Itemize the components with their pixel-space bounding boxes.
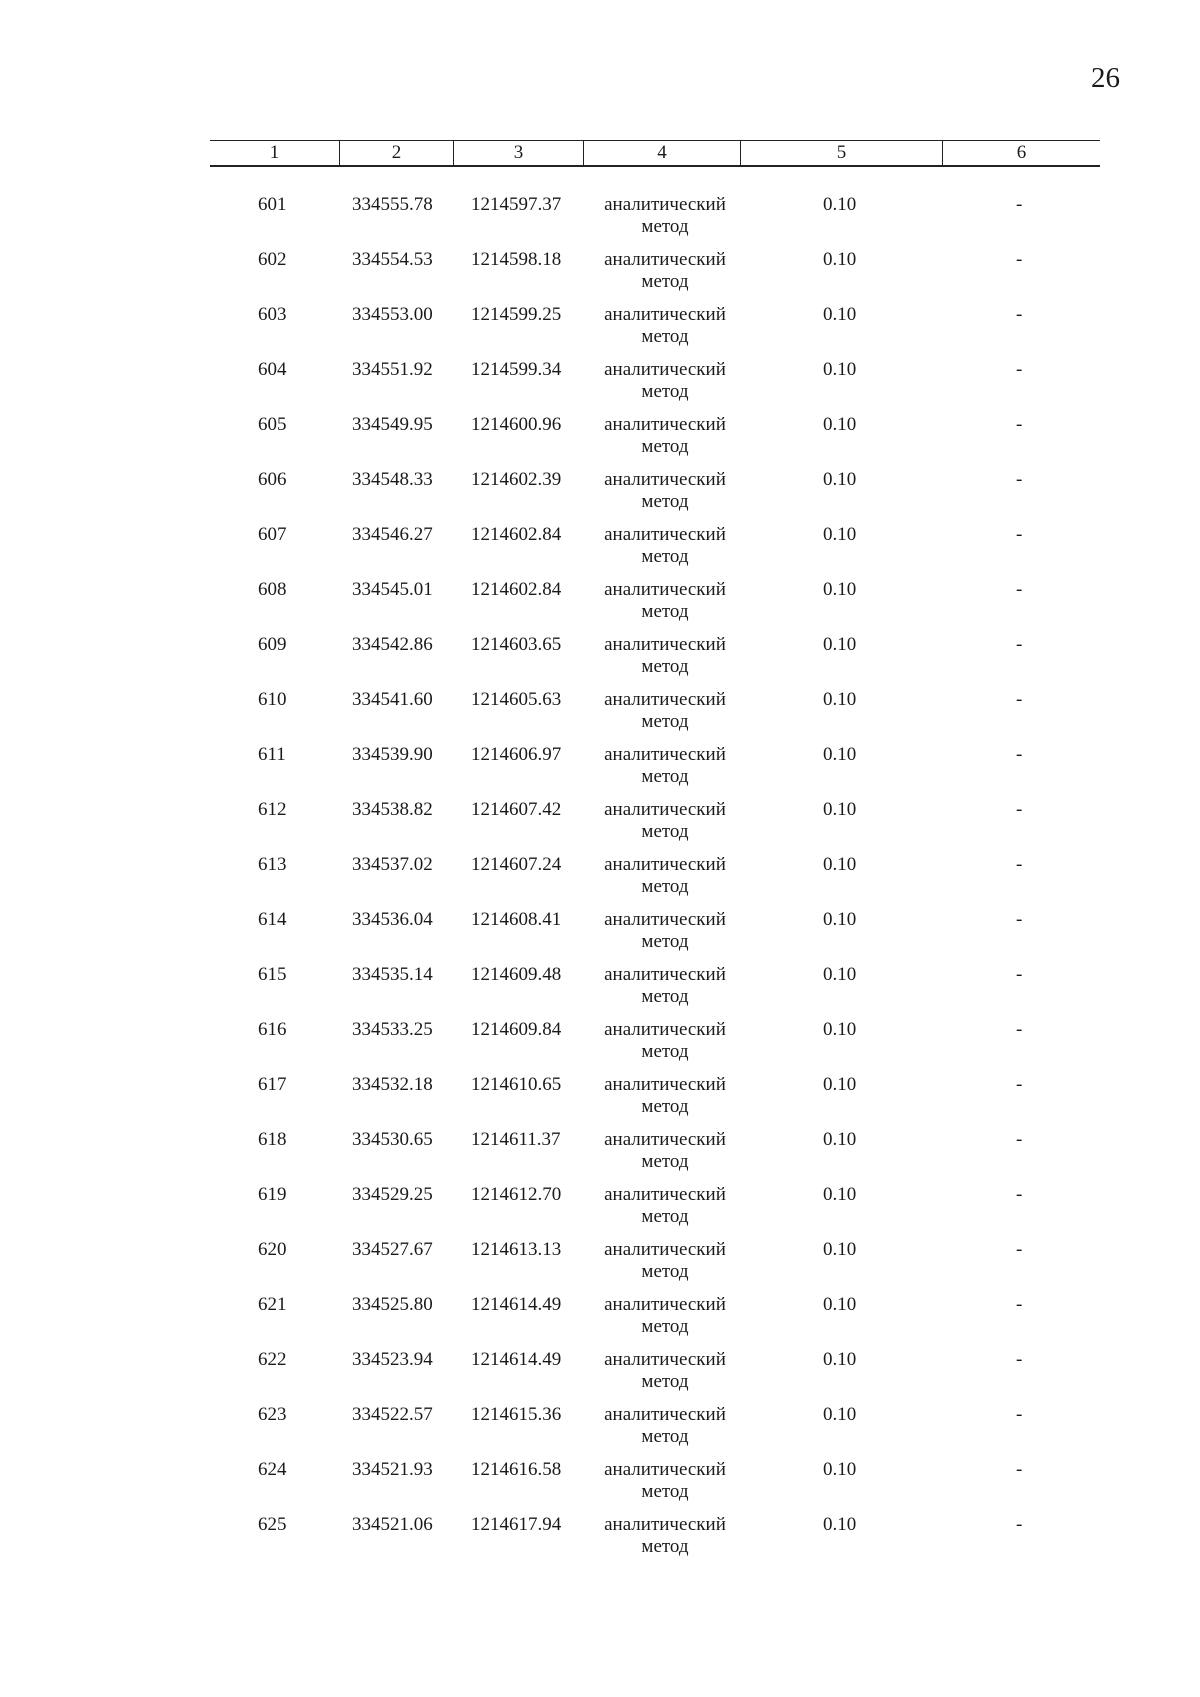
method-line-1: аналитический [604,524,726,545]
point-number: 621 [258,1294,287,1315]
method-cell [590,579,740,623]
method-cell [590,1459,740,1503]
table-row [210,854,1100,909]
header-col-2: 2 [340,141,454,165]
method-line-2: метод [641,876,689,897]
method-cell [590,1239,740,1283]
note-value: - [1016,1294,1023,1315]
table-row [210,744,1100,799]
point-number: 606 [258,469,287,490]
header-col-5: 5 [741,141,943,165]
note-value: - [1016,1184,1023,1205]
point-number: 625 [258,1514,287,1535]
table-row [210,1129,1100,1184]
method-line-1: аналитический [604,249,726,270]
method-cell [590,1349,740,1393]
note-value: - [1016,359,1023,380]
method-line-2: метод [641,1151,689,1172]
method-line-2: метод [641,491,689,512]
header-col-1: 1 [210,141,340,165]
coordinate-x: 334529.25 [352,1184,433,1205]
coordinate-x: 334522.57 [352,1404,433,1425]
coordinate-y: 1214612.70 [471,1184,562,1205]
table-row [210,414,1100,469]
coordinate-y: 1214606.97 [471,744,562,765]
accuracy-value: 0.10 [823,854,857,875]
accuracy-value: 0.10 [823,524,857,545]
table-row [210,1459,1100,1514]
table-row [210,799,1100,854]
coordinate-x: 334527.67 [352,1239,433,1260]
method-line-2: метод [641,436,689,457]
note-value: - [1016,579,1023,600]
note-value: - [1016,1074,1023,1095]
accuracy-value: 0.10 [823,1349,857,1370]
coordinate-y: 1214614.49 [471,1349,562,1370]
note-value: - [1016,854,1023,875]
accuracy-value: 0.10 [823,1239,857,1260]
method-line-1: аналитический [604,194,726,215]
method-line-2: метод [641,1041,689,1062]
accuracy-value: 0.10 [823,359,857,380]
method-line-1: аналитический [604,1459,726,1480]
point-number: 618 [258,1129,287,1150]
coordinate-x: 334536.04 [352,909,433,930]
coordinate-x: 334539.90 [352,744,433,765]
coordinate-y: 1214602.39 [471,469,562,490]
table-row [210,1019,1100,1074]
note-value: - [1016,1019,1023,1040]
method-cell [590,799,740,843]
method-line-1: аналитический [604,744,726,765]
method-cell [590,744,740,788]
method-line-2: метод [641,1481,689,1502]
point-number: 623 [258,1404,287,1425]
coordinate-y: 1214599.34 [471,359,562,380]
coordinate-y: 1214599.25 [471,304,562,325]
coordinate-y: 1214602.84 [471,579,562,600]
coordinate-y: 1214607.42 [471,799,562,820]
point-number: 601 [258,194,287,215]
method-line-1: аналитический [604,1239,726,1260]
method-line-2: метод [641,821,689,842]
method-line-2: метод [641,546,689,567]
method-cell [590,1184,740,1228]
note-value: - [1016,1129,1023,1150]
accuracy-value: 0.10 [823,1294,857,1315]
table-row [210,634,1100,689]
point-number: 614 [258,909,287,930]
note-value: - [1016,1239,1023,1260]
coordinate-y: 1214615.36 [471,1404,562,1425]
note-value: - [1016,249,1023,270]
coordinate-x: 334548.33 [352,469,433,490]
table-row [210,194,1100,249]
note-value: - [1016,1349,1023,1370]
coordinate-x: 334546.27 [352,524,433,545]
method-line-2: метод [641,766,689,787]
note-value: - [1016,414,1023,435]
accuracy-value: 0.10 [823,1184,857,1205]
coordinate-x: 334554.53 [352,249,433,270]
method-line-2: метод [641,1371,689,1392]
method-line-1: аналитический [604,579,726,600]
coordinate-x: 334525.80 [352,1294,433,1315]
method-line-1: аналитический [604,1349,726,1370]
method-line-2: метод [641,986,689,1007]
accuracy-value: 0.10 [823,1074,857,1095]
page-number: 26 [1091,62,1120,94]
method-line-1: аналитический [604,964,726,985]
coordinate-x: 334537.02 [352,854,433,875]
method-cell [590,194,740,238]
accuracy-value: 0.10 [823,414,857,435]
accuracy-value: 0.10 [823,1129,857,1150]
accuracy-value: 0.10 [823,579,857,600]
table-body [210,194,1100,1569]
coordinate-x: 334545.01 [352,579,433,600]
table-row [210,964,1100,1019]
point-number: 619 [258,1184,287,1205]
coordinate-x: 334521.93 [352,1459,433,1480]
method-line-1: аналитический [604,1184,726,1205]
table-row [210,1184,1100,1239]
coordinate-y: 1214602.84 [471,524,562,545]
table-row [210,524,1100,579]
coordinate-y: 1214611.37 [471,1129,561,1150]
coordinate-y: 1214608.41 [471,909,562,930]
table-row [210,909,1100,964]
note-value: - [1016,1404,1023,1425]
point-number: 604 [258,359,287,380]
method-cell [590,469,740,513]
method-line-2: метод [641,1316,689,1337]
method-cell [590,304,740,348]
method-cell [590,1294,740,1338]
accuracy-value: 0.10 [823,799,857,820]
method-line-1: аналитический [604,414,726,435]
point-number: 622 [258,1349,287,1370]
method-line-2: метод [641,216,689,237]
note-value: - [1016,634,1023,655]
coordinate-x: 334542.86 [352,634,433,655]
table-row [210,304,1100,359]
header-col-4: 4 [584,141,741,165]
accuracy-value: 0.10 [823,249,857,270]
method-line-1: аналитический [604,1294,726,1315]
method-line-2: метод [641,381,689,402]
note-value: - [1016,689,1023,710]
coordinate-x: 334535.14 [352,964,433,985]
method-cell [590,909,740,953]
table-row [210,1404,1100,1459]
note-value: - [1016,1459,1023,1480]
method-line-1: аналитический [604,1074,726,1095]
method-line-1: аналитический [604,689,726,710]
accuracy-value: 0.10 [823,469,857,490]
method-line-2: метод [641,711,689,732]
method-cell [590,414,740,458]
method-cell [590,524,740,568]
coordinate-y: 1214613.13 [471,1239,562,1260]
point-number: 617 [258,1074,287,1095]
accuracy-value: 0.10 [823,909,857,930]
table-row [210,1349,1100,1404]
method-line-1: аналитический [604,359,726,380]
method-line-2: метод [641,326,689,347]
accuracy-value: 0.10 [823,744,857,765]
coordinate-x: 334555.78 [352,194,433,215]
method-line-1: аналитический [604,909,726,930]
method-cell [590,1514,740,1558]
table-row [210,1074,1100,1129]
point-number: 607 [258,524,287,545]
coordinate-x: 334533.25 [352,1019,433,1040]
coordinate-x: 334549.95 [352,414,433,435]
coordinate-y: 1214614.49 [471,1294,562,1315]
method-line-2: метод [641,656,689,677]
coordinate-y: 1214609.84 [471,1019,562,1040]
coordinate-x: 334521.06 [352,1514,433,1535]
point-number: 609 [258,634,287,655]
point-number: 613 [258,854,287,875]
point-number: 608 [258,579,287,600]
table-header [210,140,1100,167]
coordinate-x: 334551.92 [352,359,433,380]
note-value: - [1016,304,1023,325]
table-row [210,1294,1100,1349]
point-number: 615 [258,964,287,985]
table-row [210,579,1100,634]
method-line-2: метод [641,931,689,952]
method-line-1: аналитический [604,634,726,655]
method-line-2: метод [641,1206,689,1227]
method-line-1: аналитический [604,1129,726,1150]
coordinate-y: 1214607.24 [471,854,562,875]
table-row [210,1239,1100,1294]
method-cell [590,964,740,1008]
method-line-2: метод [641,1096,689,1117]
accuracy-value: 0.10 [823,1514,857,1535]
note-value: - [1016,909,1023,930]
coordinate-y: 1214609.48 [471,964,562,985]
accuracy-value: 0.10 [823,1404,857,1425]
table-row [210,689,1100,744]
note-value: - [1016,524,1023,545]
method-line-1: аналитический [604,799,726,820]
method-line-2: метод [641,1261,689,1282]
coordinate-y: 1214600.96 [471,414,562,435]
method-line-2: метод [641,271,689,292]
accuracy-value: 0.10 [823,964,857,985]
point-number: 616 [258,1019,287,1040]
accuracy-value: 0.10 [823,304,857,325]
method-cell [590,249,740,293]
point-number: 624 [258,1459,287,1480]
coordinate-y: 1214605.63 [471,689,562,710]
coordinate-y: 1214617.94 [471,1514,562,1535]
table-row [210,1514,1100,1569]
point-number: 603 [258,304,287,325]
method-cell [590,854,740,898]
method-line-1: аналитический [604,1019,726,1040]
coordinate-y: 1214616.58 [471,1459,562,1480]
method-line-2: метод [641,601,689,622]
note-value: - [1016,744,1023,765]
table-row [210,359,1100,414]
coordinate-x: 334538.82 [352,799,433,820]
method-cell [590,1074,740,1118]
note-value: - [1016,1514,1023,1535]
accuracy-value: 0.10 [823,194,857,215]
coordinate-y: 1214597.37 [471,194,562,215]
method-line-2: метод [641,1426,689,1447]
table-row [210,249,1100,304]
note-value: - [1016,964,1023,985]
method-cell [590,1404,740,1448]
point-number: 612 [258,799,287,820]
coordinate-x: 334532.18 [352,1074,433,1095]
note-value: - [1016,194,1023,215]
method-line-1: аналитический [604,854,726,875]
header-col-6: 6 [1016,142,1027,163]
point-number: 620 [258,1239,287,1260]
point-number: 602 [258,249,287,270]
table-row [210,469,1100,524]
method-line-2: метод [641,1536,689,1557]
method-line-1: аналитический [604,1404,726,1425]
coordinate-x: 334523.94 [352,1349,433,1370]
method-cell [590,689,740,733]
accuracy-value: 0.10 [823,689,857,710]
coordinate-y: 1214598.18 [471,249,562,270]
method-cell [590,1129,740,1173]
coordinate-y: 1214610.65 [471,1074,562,1095]
method-cell [590,1019,740,1063]
note-value: - [1016,469,1023,490]
point-number: 610 [258,689,287,710]
coordinate-x: 334553.00 [352,304,433,325]
coordinate-x: 334541.60 [352,689,433,710]
accuracy-value: 0.10 [823,1019,857,1040]
method-line-1: аналитический [604,469,726,490]
method-cell [590,359,740,403]
point-number: 605 [258,414,287,435]
accuracy-value: 0.10 [823,634,857,655]
method-line-1: аналитический [604,304,726,325]
coordinate-x: 334530.65 [352,1129,433,1150]
method-line-1: аналитический [604,1514,726,1535]
coordinate-y: 1214603.65 [471,634,562,655]
note-value: - [1016,799,1023,820]
point-number: 611 [258,744,286,765]
accuracy-value: 0.10 [823,1459,857,1480]
method-cell [590,634,740,678]
header-col-3: 3 [454,141,584,165]
